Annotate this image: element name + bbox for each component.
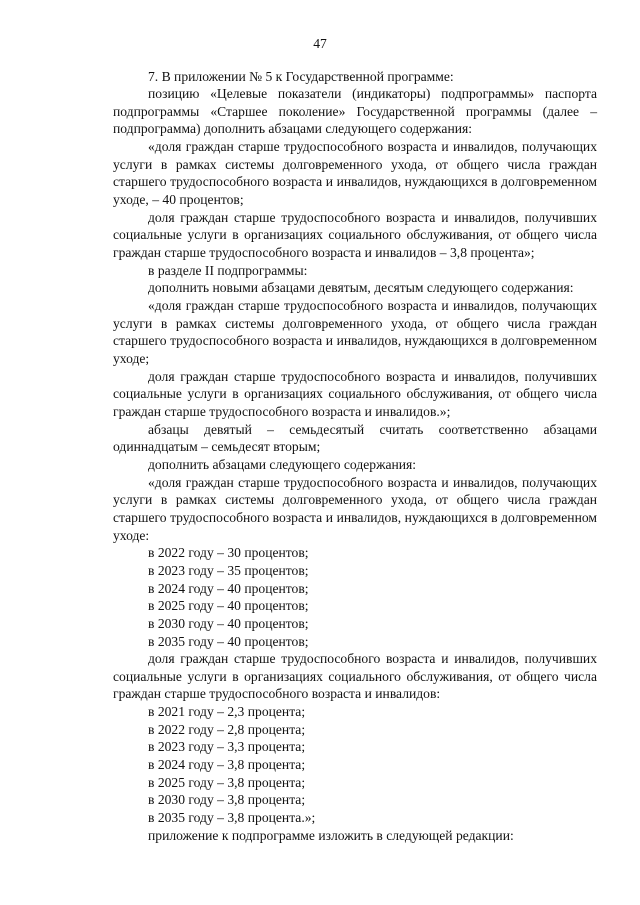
paragraph-social-services-share-quote-2: доля граждан старше трудоспособного возраста и инвалидов, получивших социальные услуги в организациях социального обслуживания, от общего числа граждан старше трудоспособного возраста и инвалидов.»; xyxy=(113,368,597,419)
list-item-ltc-2025: в 2025 году – 40 процентов; xyxy=(148,598,309,614)
list-item-ltc-2030: в 2030 году – 40 процентов; xyxy=(148,615,309,631)
paragraph-ltc-share-quote-3: «доля граждан старше трудоспособного возраста и инвалидов, получающих услуги в рамках системы долговременного ухода, от общего числа граждан старшего трудоспособного возраста и инвалидов, нуждающихся в долговременном уходе: xyxy=(113,474,597,543)
list-item-social-2023: в 2023 году – 3,3 процента; xyxy=(148,739,306,755)
paragraph-ltc-share-quote-2: «доля граждан старше трудоспособного возраста и инвалидов, получающих услуги в рамках системы долговременного ухода, от общего числа граждан старшего трудоспособного возраста и инвалидов, нуждающихся в долговременном уходе; xyxy=(113,298,597,366)
list-item-social-2022: в 2022 году – 2,8 процента; xyxy=(148,721,306,737)
paragraph-section-7-heading: 7. В приложении № 5 к Государственной программе: xyxy=(148,68,454,84)
paragraph-social-services-share-quote: доля граждан старше трудоспособного возраста и инвалидов, получивших социальные услуги в организациях социального обслуживания, от общего числа граждан старше трудоспособного возраста и инвалидов – 3,8 процента»; xyxy=(113,209,597,261)
paragraph-ltc-share-quote: «доля граждан старше трудоспособного возраста и инвалидов, получающих услуги в рамках системы долговременного ухода, от общего числа граждан старшего трудоспособного возраста и инвалидов, нуждающихся в долговременном уходе, – 40 процентов; xyxy=(113,139,597,208)
paragraph-renumber-paragraphs: абзацы девятый – семьдесятый считать соответственно абзацами одиннадцатым – семьдесят вторым; xyxy=(113,421,597,455)
paragraph-section-ii: в разделе II подпрограммы: xyxy=(148,262,308,278)
list-item-ltc-2024: в 2024 году – 40 процентов; xyxy=(148,580,309,596)
list-item-ltc-2035: в 2035 году – 40 процентов; xyxy=(148,633,309,649)
paragraph-add-paragraphs: дополнить абзацами следующего содержания: xyxy=(148,456,417,472)
list-item-social-2030: в 2030 году – 3,8 процента; xyxy=(148,792,306,808)
list-item-social-2035: в 2035 году – 3,8 процента.»; xyxy=(148,810,316,826)
list-item-ltc-2023: в 2023 году – 35 процентов; xyxy=(148,562,309,578)
page-number: 47 xyxy=(313,36,327,51)
list-item-ltc-2022: в 2022 году – 30 процентов; xyxy=(148,545,309,561)
paragraph-add-ninth-tenth: дополнить новыми абзацами девятым, десятым следующего содержания: xyxy=(148,280,574,296)
document-body xyxy=(113,68,597,845)
paragraph-appendix-new-edition: приложение к подпрограмме изложить в следующей редакции: xyxy=(148,827,514,843)
paragraph-targets-position: позицию «Целевые показатели (индикаторы) подпрограммы» паспорта подпрограммы «Старшее поколение» Государственной программы (далее – подпрограмма) дополнить абзацами следующего содержания: xyxy=(113,86,597,137)
paragraph-social-services-share-3: доля граждан старше трудоспособного возраста и инвалидов, получивших социальные услуги в организациях социального обслуживания, от общего числа граждан старше трудоспособного возраста и инвалидов: xyxy=(113,651,597,702)
list-item-social-2021: в 2021 году – 2,3 процента; xyxy=(148,704,306,720)
list-item-social-2024: в 2024 году – 3,8 процента; xyxy=(148,757,306,773)
list-item-social-2025: в 2025 году – 3,8 процента; xyxy=(148,774,306,790)
